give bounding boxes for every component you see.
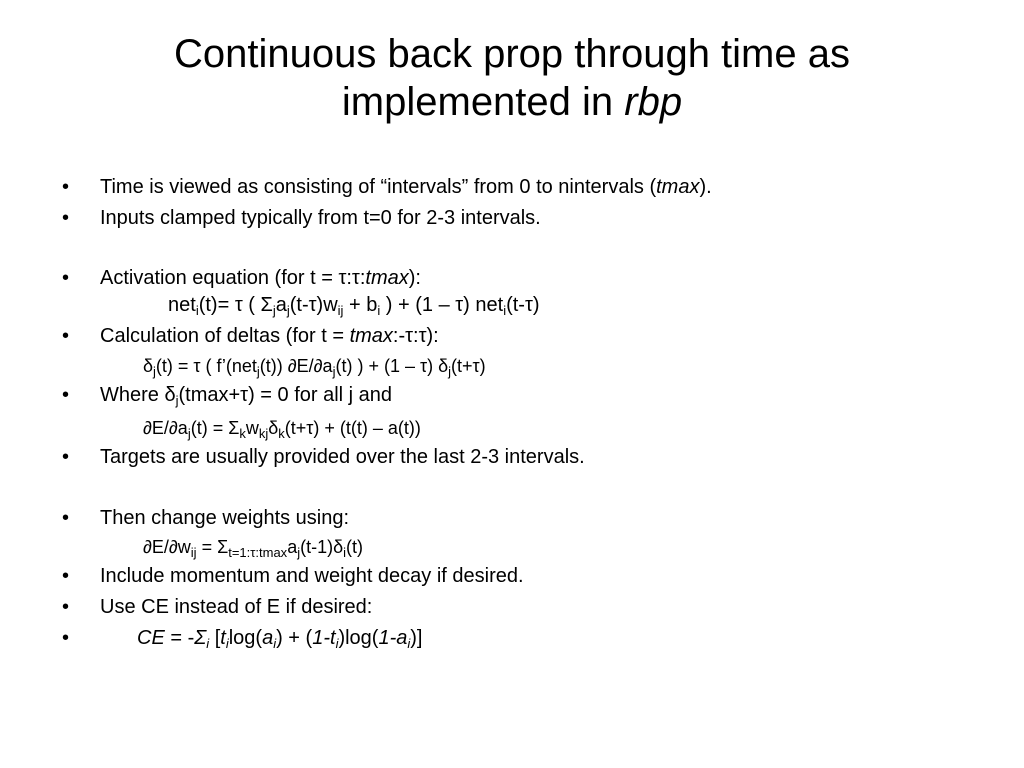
formula-subscript: j (332, 364, 336, 379)
bullet-marker: • (62, 207, 70, 229)
formula-part: 1-a (378, 627, 408, 649)
bullet-inputs-clamped: Inputs clamped typically from t=0 for 2-3 intervals. (100, 207, 541, 229)
slide-title (0, 30, 1024, 126)
formula-subscript: ij (337, 303, 344, 318)
bullet-text: :-τ:τ): (392, 325, 439, 347)
formula-subscript: ij (190, 545, 197, 560)
formula-part: Σ (194, 627, 207, 649)
activation-formula (168, 293, 540, 317)
bullet-deltas (100, 324, 439, 348)
title-line-2-text: implemented in (341, 80, 625, 124)
formula-subscript: i (335, 636, 339, 651)
title-line-2 (0, 78, 1024, 126)
formula-subscript: k (239, 426, 246, 441)
formula-part: (t) = τ ( f’(net (155, 356, 257, 376)
formula-part: (t+τ) + (t(t) – a(t)) (284, 418, 421, 438)
formula-subscript: kj (258, 426, 269, 441)
formula-part: = - (164, 627, 195, 649)
formula-subscript: j (153, 364, 156, 379)
formula-part: a (275, 294, 287, 316)
formula-part: a (262, 627, 274, 649)
title-program-name: rbp (624, 80, 683, 124)
title-line-1: Continuous back prop through time as (174, 32, 850, 76)
cross-entropy-formula (137, 626, 422, 650)
formula-part: )log( (338, 627, 379, 649)
formula-part: (t-τ) (506, 294, 540, 316)
formula-part: 1-t (312, 627, 336, 649)
formula-subscript: j (297, 545, 301, 560)
formula-subscript: k (278, 426, 285, 441)
formula-part: net (168, 294, 196, 316)
bullet-marker: • (62, 507, 70, 529)
formula-subscript: j (187, 426, 191, 441)
formula-part: t (220, 627, 226, 649)
bullet-change-weights: Then change weights using: (100, 507, 350, 529)
formula-part: δ (268, 418, 279, 438)
bullet-marker: • (62, 596, 70, 618)
error-derivative-formula (143, 416, 421, 440)
formula-part: (t) = Σ (190, 418, 240, 438)
formula-part: [ (209, 627, 221, 649)
formula-part: ) + (1 – τ) net (380, 294, 504, 316)
bullet-marker: • (62, 176, 70, 198)
bullet-boundary-condition (100, 383, 392, 407)
formula-part: (t-1)δ (300, 537, 344, 557)
bullet-text: Activation equation (for t = τ:τ: (100, 267, 366, 289)
bullet-momentum: Include momentum and weight decay if desired. (100, 565, 524, 587)
formula-part: (t-τ)w (289, 294, 338, 316)
bullet-text: Time is viewed as consisting of “intervals” from 0 to nintervals ( (100, 176, 657, 198)
formula-subscript: i (407, 636, 411, 651)
bullet-italic: tmax (656, 176, 700, 198)
formula-part: (t)= τ ( Σ (198, 294, 273, 316)
bullet-text: (tmax+τ) = 0 for all j and (178, 384, 393, 406)
bullet-marker: • (62, 627, 70, 649)
formula-part: log( (228, 627, 263, 649)
bullet-text: Calculation of deltas (for t = (100, 325, 350, 347)
formula-subscript: i (503, 303, 507, 318)
formula-subscript: j (175, 393, 179, 408)
bullet-italic: tmax (349, 325, 393, 347)
bullet-text: Where δ (100, 384, 176, 406)
formula-part: (t+τ) (450, 356, 486, 376)
formula-subscript: i (377, 303, 381, 318)
formula-subscript: i (273, 636, 277, 651)
formula-subscript: i (195, 303, 199, 318)
bullet-text: ): (408, 267, 421, 289)
formula-part: )] (410, 627, 423, 649)
bullet-marker: • (62, 384, 70, 406)
delta-formula (143, 354, 486, 378)
formula-part: = Σ (196, 537, 229, 557)
bullet-activation-equation (100, 266, 421, 290)
formula-part: ∂E/∂a (143, 418, 188, 438)
formula-subscript: i (343, 545, 346, 560)
bullet-italic: tmax (365, 267, 409, 289)
bullet-targets: Targets are usually provided over the last 2-3 intervals. (100, 446, 585, 468)
formula-subscript: i (206, 636, 210, 651)
formula-part: a (287, 537, 298, 557)
formula-subscript: t=1:τ:tmax (228, 545, 288, 560)
bullet-use-ce: Use CE instead of E if desired: (100, 596, 373, 618)
bullet-marker: • (62, 446, 70, 468)
bullet-marker: • (62, 565, 70, 587)
formula-part: ) + ( (276, 627, 313, 649)
formula-part: (t) (346, 537, 363, 557)
formula-subscript: j (448, 364, 451, 379)
formula-subscript: i (225, 636, 229, 651)
bullet-marker: • (62, 267, 70, 289)
formula-part: ∂E/∂w (143, 537, 191, 557)
formula-part: CE (137, 627, 165, 649)
formula-subscript: j (256, 364, 260, 379)
weight-gradient-formula (143, 535, 363, 559)
formula-part: δ (143, 356, 154, 376)
formula-part: + b (343, 294, 378, 316)
bullet-marker: • (62, 325, 70, 347)
formula-part: w (245, 418, 259, 438)
formula-subscript: j (286, 303, 290, 318)
bullet-text: ). (699, 176, 712, 198)
formula-part: (t) ) + (1 – τ) δ (335, 356, 449, 376)
formula-subscript: j (272, 303, 276, 318)
bullet-intervals (100, 175, 712, 199)
formula-part: (t)) ∂E/∂a (259, 356, 333, 376)
